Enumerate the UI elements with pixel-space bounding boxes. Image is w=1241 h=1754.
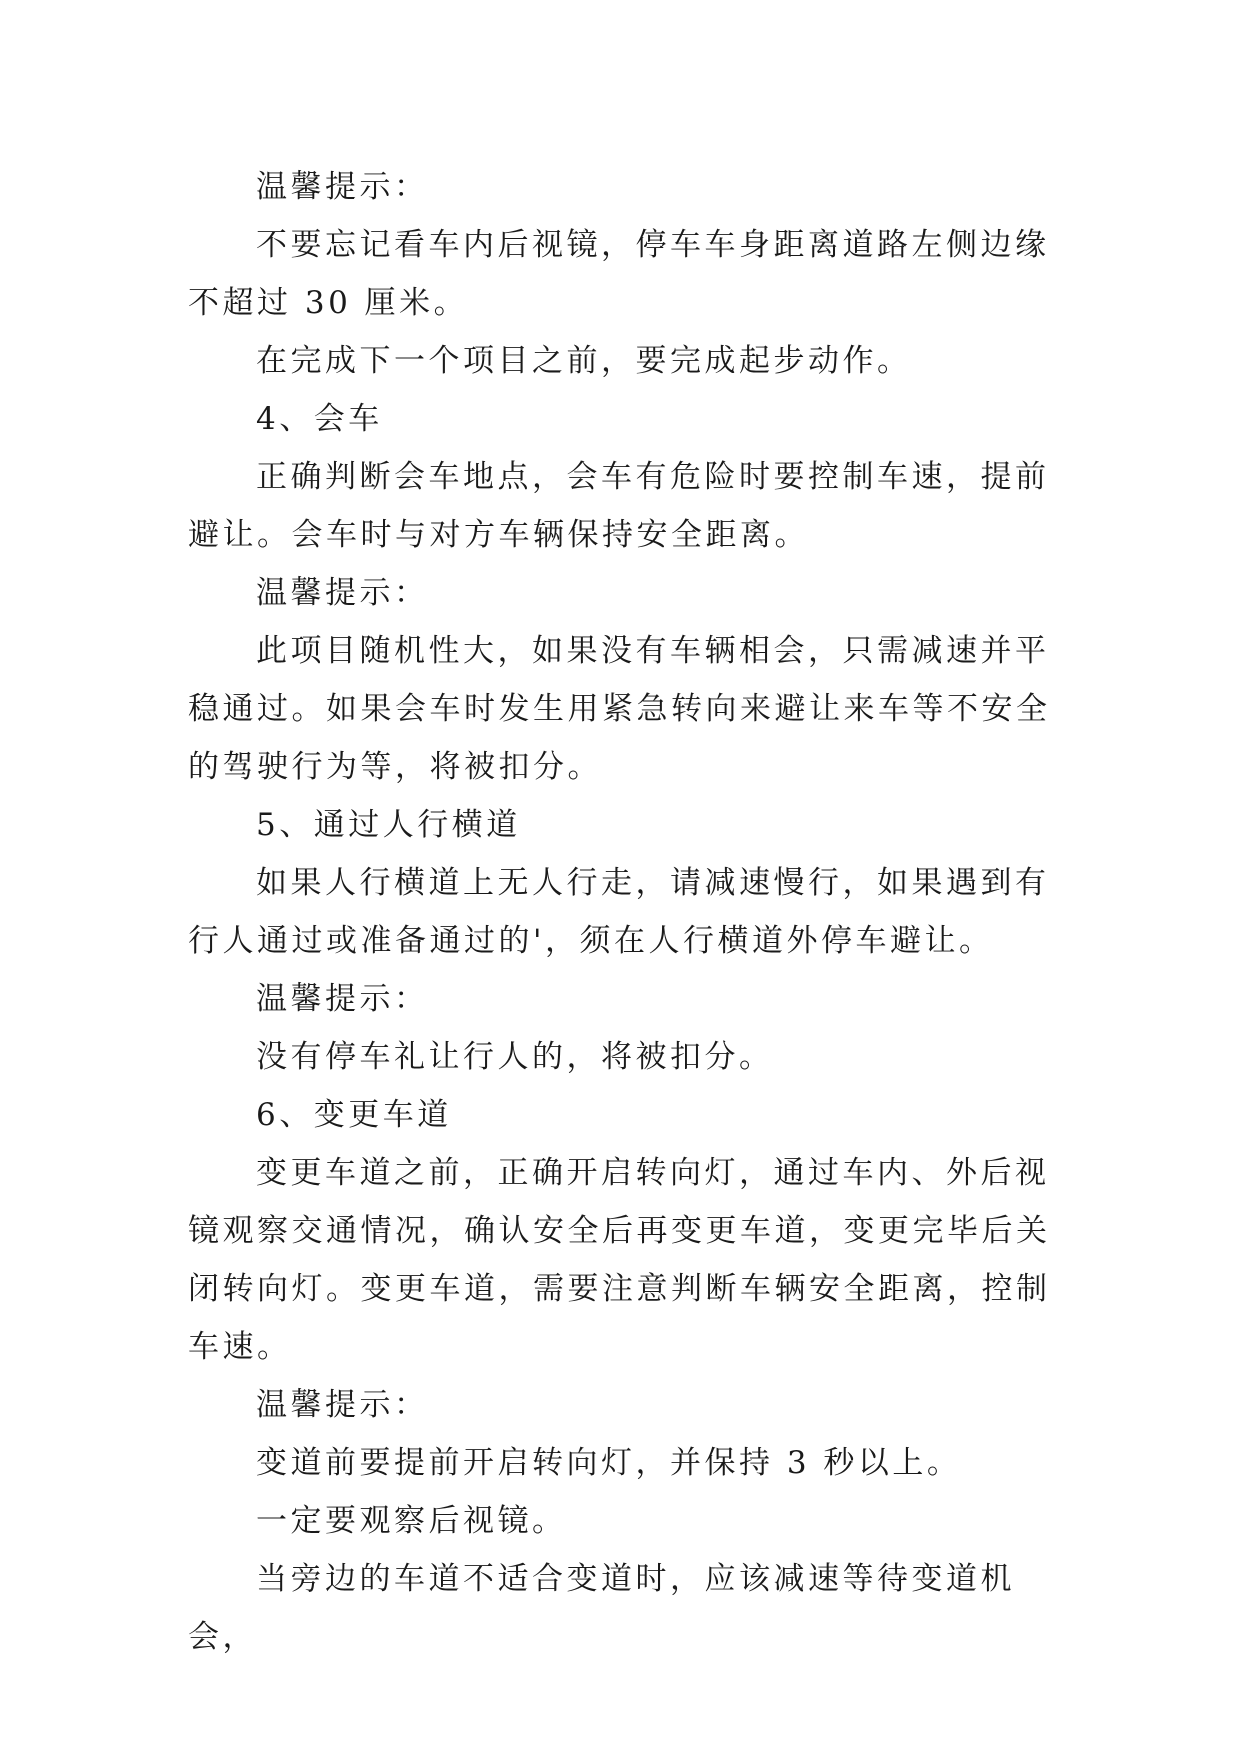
paragraph-wait-tip: 当旁边的车道不适合变道时，应该减速等待变道机会，: [188, 1561, 1015, 1655]
paragraph-crosswalk-tip: 没有停车礼让行人的，将被扣分。: [256, 1039, 774, 1075]
paragraph-tip-heading: 温馨提示：: [256, 575, 429, 611]
paragraph-tip-heading: 温馨提示：: [256, 1387, 429, 1423]
paragraph-meeting-tip: 此项目随机性大，如果没有车辆相会，只需减速并平稳通过。如果会车时发生用紧急转向来避让来车等不安全的驾驶行为等，将被扣分。: [188, 633, 1051, 785]
section-heading-crosswalk: 5、通过人行横道: [256, 807, 521, 843]
section-heading-lane-change: 6、变更车道: [256, 1097, 452, 1133]
paragraph-meeting-rules: 正确判断会车地点，会车有危险时要控制车速，提前避让。会车时与对方车辆保持安全距离。: [188, 459, 1050, 553]
paragraph-lane-change-rules: 变更车道之前，正确开启转向灯，通过车内、外后视镜观察交通情况，确认安全后再变更车道，变更完毕后关闭转向灯。变更车道，需要注意判断车辆安全距离，控制车速。: [188, 1155, 1051, 1365]
paragraph-start-action: 在完成下一个项目之前，要完成起步动作。: [256, 343, 912, 379]
document-body: [188, 158, 1068, 1666]
paragraph-mirror-tip: 一定要观察后视镜。: [256, 1503, 567, 1539]
section-heading-meeting: 4、会车: [256, 401, 383, 437]
paragraph-turn-signal-tip: 变道前要提前开启转向灯，并保持 3 秒以上。: [256, 1445, 962, 1481]
paragraph-crosswalk-rules: 如果人行横道上无人行走，请减速慢行，如果遇到有行人通过或准备通过的'，须在人行横道外停车避让。: [188, 865, 1050, 959]
paragraph-tip-heading: 温馨提示：: [256, 981, 429, 1017]
paragraph-parking-mirror: 不要忘记看车内后视镜，停车车身距离道路左侧边缘不超过 30 厘米。: [188, 227, 1050, 321]
paragraph-tip-heading: 温馨提示：: [256, 169, 429, 205]
